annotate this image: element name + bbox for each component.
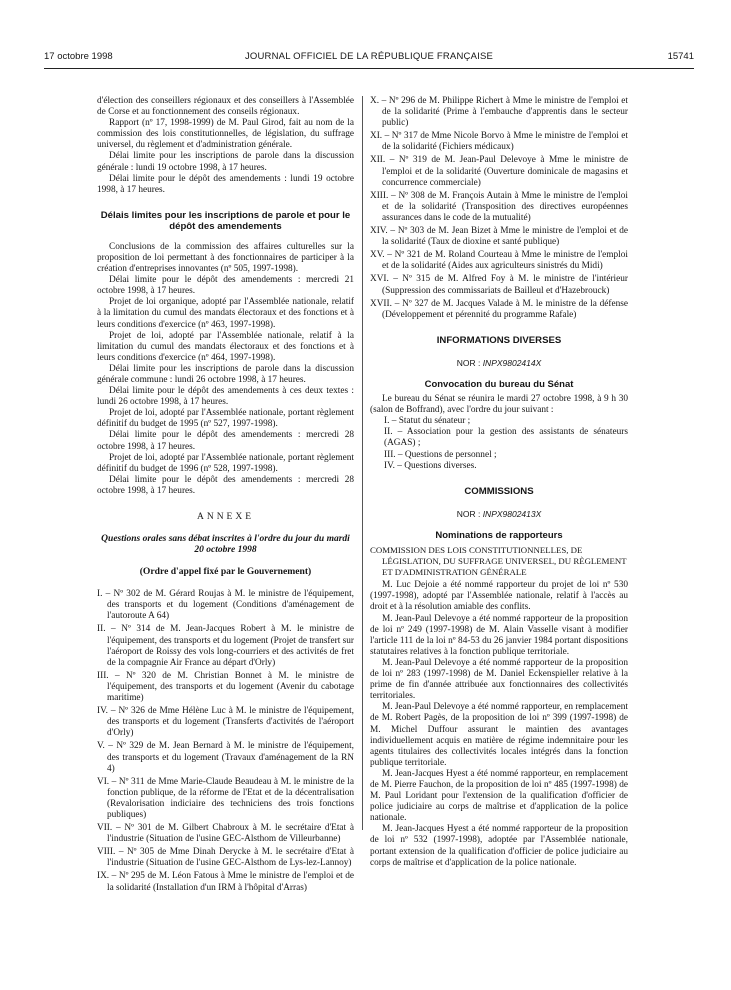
question-item: XVI. – Nº 315 de M. Alfred Foy à M. le ministre de l'intérieur (Suppression des commissariats de Bailleul et d'Hazebrouck) [370, 274, 628, 296]
paragraph: M. Luc Dejoie a été nommé rapporteur du projet de loi nº 530 (1997-1998), adopté par l'Assemblée nationale, relatif à l'accès au droit et à la résolution amiable des conflits. [370, 580, 628, 613]
paragraph: M. Jean-Jacques Hyest a été nommé rapporteur, en remplacement de M. Pierre Fauchon, de la proposition de loi nº 485 (1997-1998) de M. Paul Loridant pour l'extension de la qualification d'officier de police judiciaire au corps de maîtrise et d'application de la police nationale. [370, 768, 628, 824]
paragraph: Projet de loi, adopté par l'Assemblée nationale, portant règlement définitif du budget de 1995 (nº 527, 1997-1998). [97, 408, 354, 430]
convocation-heading: Convocation du bureau du Sénat [424, 378, 574, 390]
agenda-item: IV. – Questions diverses. [384, 460, 477, 471]
question-item: IX. – Nº 295 de M. Léon Fatous à Mme le ministre de l'emploi et de la solidarité (Installation d'un IRM à l'hôpital d'Arras) [97, 871, 354, 893]
nor-label: NOR : [456, 357, 481, 368]
nominations-heading: Nominations de rapporteurs [435, 529, 563, 541]
paragraph: M. Jean-Jacques Hyest a été nommé rapporteur de la proposition de loi nº 532 (1997-1998), adoptée par l'Assemblée nationale, portant extension de la qualification d'officier de police judiciaire au corps de maîtrise et d'application de la police nationale. [370, 824, 628, 868]
nor-reference [370, 358, 628, 369]
question-item: XII. – Nº 319 de M. Jean-Paul Delevoye à Mme le ministre de l'emploi et de la solidarité (Ouverture dominicale de magasins et concurrence commerciale) [370, 155, 628, 188]
nor-code: INPX9802414X [482, 357, 542, 368]
paragraph: Projet de loi organique, adopté par l'Assemblée nationale, relatif à la limitation du cumul des mandats électoraux et des fonctions et à leurs conditions d'exercice (nº 463, 1997-1998). [97, 297, 354, 330]
paragraph: M. Jean-Paul Delevoye a été nommé rapporteur de la proposition de loi nº 249 (1997-1998) de M. Alain Vasselle visant à modifier l'article 111 de la loi nº 84-53 du 26 janvier 1984 portant dispositions statutaires relatives à la fonction publique territoriale. [370, 613, 628, 657]
question-item: X. – Nº 296 de M. Philippe Richert à Mme le ministre de l'emploi et de la solidarité (Prime à l'embauche d'apprentis dans le secteur public) [370, 96, 628, 129]
questions-title: Questions orales sans débat inscrites à l'ordre du jour du mardi 20 octobre 1998 [101, 534, 350, 556]
paragraph: d'élection des conseillers régionaux et des conseillers à l'Assemblée de Corse et au fonctionnement des conseils régionaux. [97, 96, 354, 118]
paragraph: Délai limite pour le dépôt des amendements : mercredi 28 octobre 1998, à 17 heures. [97, 474, 354, 496]
agenda-list [370, 416, 628, 471]
page-number: 15741 [667, 51, 694, 62]
nor-code: INPX9802413X [482, 508, 542, 519]
column-divider [362, 96, 363, 830]
commission-name: COMMISSION DES LOIS CONSTITUTIONNELLES, DE LÉGISLATION, DU SUFFRAGE UNIVERSEL, DU RÈGLEMENT ET D'ADMINISTRATION GÉNÉRALE [370, 545, 627, 578]
question-item: VI. – Nº 311 de Mme Marie-Claude Beaudeau à M. le ministre de la fonction publique, de la réforme de l'Etat et de la décentralisation (Revalorisation indiciaire des techniciens des trois fonctions publiques) [97, 776, 354, 820]
paragraph: Délai limite pour le dépôt des amendements : mercredi 21 octobre 1998, à 17 heures. [97, 275, 354, 297]
paragraph: Projet de loi, adopté par l'Assemblée nationale, portant règlement définitif du budget de 1996 (nº 528, 1997-1998). [97, 452, 354, 474]
paragraph: M. Jean-Paul Delevoye a été nommé rapporteur de la proposition de loi nº 283 (1997-1998) de M. Daniel Eckenspieller relative à la prime de fin d'année attribuée aux fonctionnaires des collectivités territoriales. [370, 657, 628, 702]
question-item: XV. – Nº 321 de M. Roland Courteau à Mme le ministre de l'emploi et de la solidarité (Aides aux agriculteurs sinistrés du Midi) [370, 250, 628, 272]
paragraph: Conclusions de la commission des affaires culturelles sur la proposition de loi permettant à des fonctionnaires de participer à la création d'entreprises innovantes (nº 505, 1997-1998). [97, 241, 354, 275]
question-item: IV. – Nº 326 de Mme Hélène Luc à M. le ministre de l'équipement, des transports et du logement (Transferts d'activités de l'aéroport d'Orly) [97, 706, 354, 739]
question-item: VII. – Nº 301 de M. Gilbert Chabroux à M. le secrétaire d'Etat à l'industrie (Situation de l'usine GEC-Alsthom de Villeurbanne) [97, 823, 354, 845]
question-item: I. – Nº 302 de M. Gérard Roujas à M. le ministre de l'équipement, des transports et du logement (Conditions d'aménagement de l'autoroute A 64) [97, 589, 354, 622]
section-heading: Délais limites pour les inscriptions de parole et pour le dépôt des amendements [100, 209, 351, 232]
right-column [370, 96, 628, 869]
agenda-item: III. – Questions de personnel ; [384, 449, 497, 460]
header-rule [44, 68, 694, 69]
paragraph: Rapport (nº 17, 1998-1999) de M. Paul Girod, fait au nom de la commission des lois constitutionnelles, de législation, du suffrage universel, du règlement et d'administration générale. [97, 118, 354, 151]
question-item: XIV. – Nº 303 de M. Jean Bizet à Mme le ministre de l'emploi et de la solidarité (Taux de dioxine et santé publique) [370, 226, 628, 248]
ordre-appel: (Ordre d'appel fixé par le Gouvernement) [139, 566, 312, 578]
nor-reference [370, 509, 628, 520]
agenda-item: I. – Statut du sénateur ; [384, 416, 471, 427]
question-item: VIII. – Nº 305 de Mme Dinah Derycke à M. le secrétaire d'Etat à l'industrie (Situation de l'usine GEC-Alsthom de Lys-lez-Lannoy) [97, 847, 354, 869]
issue-date: 17 octobre 1998 [44, 51, 113, 62]
question-item: V. – Nº 329 de M. Jean Bernard à M. le ministre de l'équipement, des transports et du logement (Travaux d'aménagement de la RN 4) [97, 741, 354, 774]
commissions-heading: COMMISSIONS [464, 485, 534, 497]
paragraph: Délai limite pour le dépôt des amendements : lundi 19 octobre 1998, à 17 heures. [97, 173, 354, 195]
left-column [97, 96, 354, 896]
paragraph: Délai limite pour les inscriptions de parole dans la discussion générale commune : lundi 26 octobre 1998, à 17 heures. [97, 363, 354, 385]
question-item: XIII. – Nº 308 de M. François Autain à Mme le ministre de l'emploi et de la solidarité (Transposition des directives européennes assurances dans le code de la mutualité) [370, 190, 628, 223]
nor-label: NOR : [456, 508, 481, 519]
question-item: XVII. – Nº 327 de M. Jacques Valade à M. le ministre de la défense (Développement et pérennité du programme Rafale) [370, 298, 628, 320]
journal-title: JOURNAL OFFICIEL DE LA RÉPUBLIQUE FRANÇAISE [244, 51, 494, 62]
paragraph: Délai limite pour le dépôt des amendements : mercredi 28 octobre 1998, à 17 heures. [97, 430, 354, 452]
question-item: III. – Nº 320 de M. Christian Bonnet à M. le ministre de l'équipement, des transports et du logement (Avenir du cabotage maritime) [97, 670, 354, 704]
page-header [44, 51, 694, 65]
paragraph: Délai limite pour le dépôt des amendements à ces deux textes : lundi 26 octobre 1998, à 17 heures. [97, 386, 354, 408]
informations-diverses-heading: INFORMATIONS DIVERSES [436, 334, 562, 346]
question-item: II. – Nº 314 de M. Jean-Jacques Robert à M. le ministre de l'équipement, des transports et du logement (Projet de transfert sur l'aéroport de Roissy des vols long-courriers et des activités de fret de la compagnie Air France au départ d'Orly) [97, 624, 354, 668]
agenda-item: II. – Association pour la gestion des assistants de sénateurs (AGAS) ; [384, 427, 628, 449]
paragraph: Projet de loi, adopté par l'Assemblée nationale, relatif à la limitation du cumul des mandats électoraux et des fonctions et à leurs conditions d'exercice (nº 464, 1997-1998). [97, 330, 354, 363]
question-item: XI. – Nº 317 de Mme Nicole Borvo à Mme le ministre de l'emploi et de la solidarité (Fichiers médicaux) [370, 131, 628, 153]
paragraph: Le bureau du Sénat se réunira le mardi 27 octobre 1998, à 9 h 30 (salon de Boffrand), avec l'ordre du jour suivant : [370, 394, 628, 416]
paragraph: Délai limite pour les inscriptions de parole dans la discussion générale : lundi 19 octobre 1998, à 17 heures. [97, 151, 354, 173]
annexe-heading: ANNEXE [196, 512, 255, 522]
paragraph: M. Jean-Paul Delevoye a été nommé rapporteur, en remplacement de M. Robert Pagès, de la proposition de loi nº 399 (1997-1998) de M. Michel Duffour assurant le maintien des avantages individuellement acquis en matière de régime indemnitaire pour les agents titulaires des collectivités locales intégrés dans la fonction publique territoriale. [370, 702, 628, 768]
